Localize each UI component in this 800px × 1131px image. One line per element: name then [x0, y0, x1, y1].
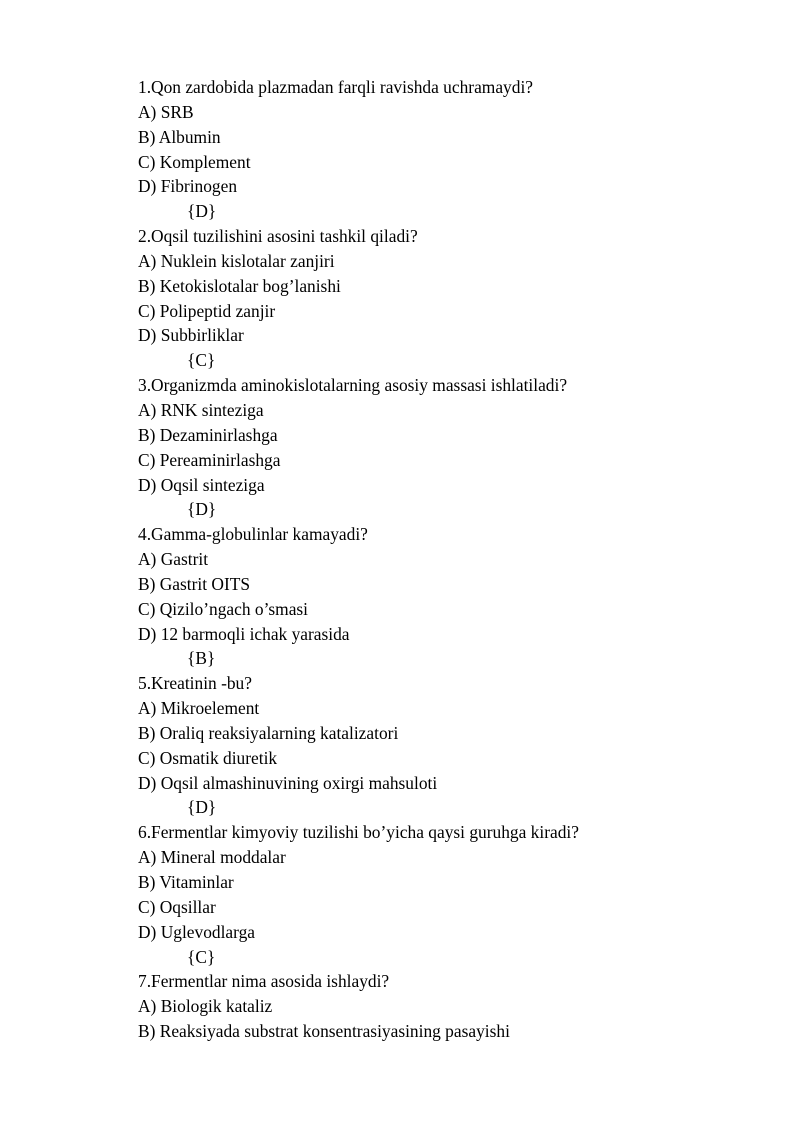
- option-c: C) Komplement: [138, 151, 251, 172]
- option-a: A) Mineral moddalar: [138, 847, 286, 868]
- option-a: A) Biologik kataliz: [138, 996, 273, 1017]
- question-text: 3.Organizmda aminokislotalarning asosiy massasi ishlatiladi?: [138, 375, 568, 396]
- option-d: D) Uglevodlarga: [138, 921, 256, 942]
- option-b: B) Albumin: [138, 126, 221, 147]
- quiz-content: [138, 75, 758, 1044]
- option-c: C) Qizilo’ngach o’smasi: [138, 598, 309, 619]
- question-text: 4.Gamma-globulinlar kamayadi?: [138, 524, 368, 545]
- answer-key: {C}: [187, 350, 216, 371]
- option-b: B) Vitaminlar: [138, 872, 234, 892]
- option-a: A) SRB: [138, 101, 194, 122]
- option-d: D) Oqsil sinteziga: [138, 474, 265, 495]
- answer-key: {D}: [187, 201, 217, 222]
- option-d: D) Subbirliklar: [138, 325, 244, 346]
- question-text: 6.Fermentlar kimyoviy tuzilishi bo’yicha qaysi guruhga kiradi?: [138, 822, 579, 843]
- answer-key: {D}: [187, 797, 217, 818]
- option-a: A) RNK sinteziga: [138, 399, 264, 420]
- option-b: B) Dezaminirlashga: [138, 424, 278, 445]
- option-c: C) Polipeptid zanjir: [138, 300, 276, 321]
- option-d: D) Fibrinogen: [138, 176, 238, 197]
- option-a: A) Nuklein kislotalar zanjiri: [138, 250, 335, 271]
- option-c: C) Osmatik diuretik: [138, 747, 278, 768]
- answer-key: {B}: [187, 648, 216, 669]
- option-c: C) Oqsillar: [138, 896, 216, 917]
- option-a: A) Gastrit: [138, 549, 209, 570]
- answer-key: {D}: [187, 499, 217, 520]
- answer-key: {C}: [187, 946, 216, 967]
- option-d: D) 12 barmoqli ichak yarasida: [138, 623, 350, 644]
- question-text: 5.Kreatinin -bu?: [138, 673, 252, 694]
- option-b: B) Reaksiyada substrat konsentrasiyasining pasayishi: [138, 1021, 510, 1042]
- option-b: B) Ketokislotalar bog’lanishi: [138, 275, 341, 296]
- option-c: C) Pereaminirlashga: [138, 449, 281, 470]
- option-b: B) Gastrit OITS: [138, 573, 251, 594]
- question-text: 1.Qon zardobida plazmadan farqli ravishda uchramaydi?: [138, 77, 533, 97]
- question-text: 2.Oqsil tuzilishini asosini tashkil qiladi?: [138, 226, 418, 247]
- option-a: A) Mikroelement: [138, 698, 260, 719]
- question-text: 7.Fermentlar nima asosida ishlaydi?: [138, 971, 390, 992]
- option-d: D) Oqsil almashinuvining oxirgi mahsuloti: [138, 772, 438, 793]
- option-b: B) Oraliq reaksiyalarning katalizatori: [138, 722, 399, 743]
